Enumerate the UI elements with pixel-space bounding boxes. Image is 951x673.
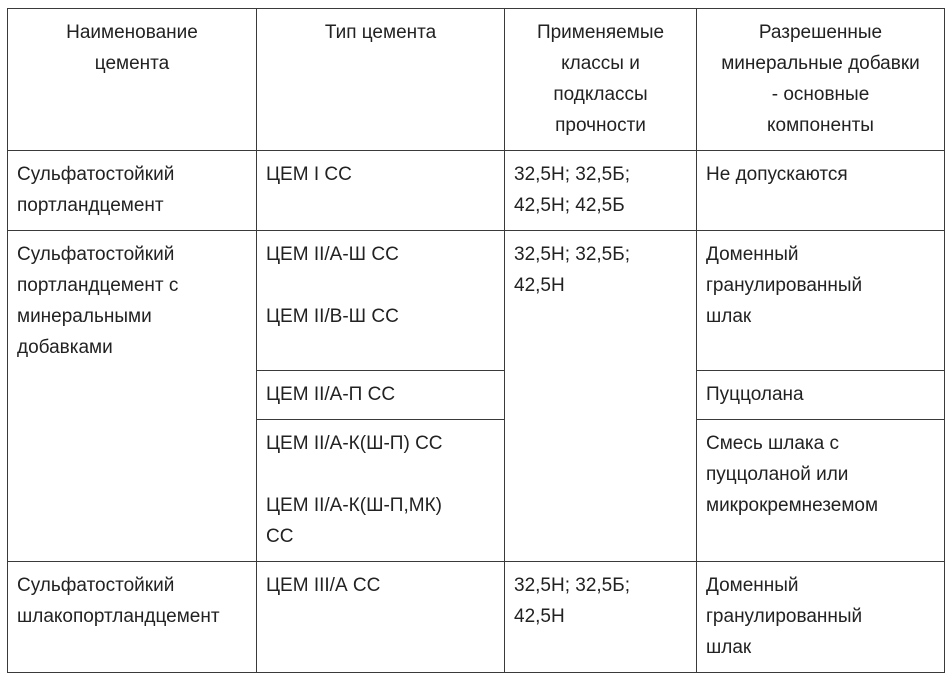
cell-text: Доменный <box>706 244 799 265</box>
cell-text: ЦЕМ II/А-К(Ш-П,МК) <box>266 495 442 516</box>
cell-text: минеральными <box>17 306 152 327</box>
header-strength-classes <box>505 9 697 151</box>
header-text: Применяемые <box>536 22 665 43</box>
cell-text: Сульфатостойкий <box>17 244 175 265</box>
cement-type-cell <box>257 231 505 371</box>
cell-text: шлакопортландцемент <box>17 606 220 627</box>
additives-cell <box>697 420 945 562</box>
cement-table <box>7 8 945 673</box>
cell-text: ЦЕМ I СС <box>266 164 352 185</box>
cell-text: Пуццолана <box>706 384 804 405</box>
cell-text: ЦЕМ II/А-Ш СС <box>266 244 399 265</box>
cell-text: ЦЕМ II/В-Ш СС <box>266 306 399 327</box>
cell-text: гранулированный <box>706 606 863 627</box>
cement-type-cell <box>257 562 505 673</box>
cell-text: Сульфатостойкий <box>17 164 175 185</box>
header-text: Тип цемента <box>324 22 437 43</box>
cell-text: добавками <box>17 337 113 358</box>
header-text: Разрешенные <box>758 22 883 43</box>
cement-name-cell <box>8 562 257 673</box>
header-text: минеральные добавки <box>721 53 920 74</box>
cell-text: СС <box>266 526 294 547</box>
additives-cell <box>697 371 945 420</box>
cell-text: портландцемент <box>17 195 164 216</box>
header-text: прочности <box>555 115 646 136</box>
cell-text: Сульфатостойкий <box>17 575 175 596</box>
cell-text: Доменный <box>706 575 799 596</box>
table-row <box>8 151 945 231</box>
cell-text: ЦЕМ III/А СС <box>266 575 381 596</box>
header-text: Наименование <box>66 22 198 43</box>
header-text: компоненты <box>767 115 874 136</box>
additives-cell <box>697 231 945 371</box>
cell-text: пуццоланой или <box>706 464 849 485</box>
strength-classes-cell <box>505 562 697 673</box>
header-cement-type <box>257 9 505 151</box>
cell-text: ЦЕМ II/А-П СС <box>266 384 396 405</box>
cement-name-cell <box>8 151 257 231</box>
cell-text: 32,5Н; 32,5Б; <box>514 164 630 185</box>
cell-text: гранулированный <box>706 275 863 296</box>
additives-cell <box>697 151 945 231</box>
cell-text: 32,5Н; 32,5Б; <box>514 244 630 265</box>
cement-type-cell <box>257 151 505 231</box>
cement-type-cell <box>257 420 505 562</box>
spacer <box>266 270 495 301</box>
header-text: классы и <box>561 53 640 74</box>
cell-text: 42,5Н <box>514 606 565 627</box>
cement-type-cell <box>257 371 505 420</box>
cell-text: Смесь шлака с <box>706 433 839 454</box>
cement-name-cell <box>8 231 257 562</box>
cell-text: 42,5Н <box>514 275 565 296</box>
table-header-row <box>8 9 945 151</box>
cell-text: Не допускаются <box>706 164 848 185</box>
spacer <box>266 459 495 490</box>
cell-text: шлак <box>706 306 752 327</box>
header-cement-name <box>8 9 257 151</box>
additives-cell <box>697 562 945 673</box>
header-text: цемента <box>94 53 170 74</box>
cell-text: шлак <box>706 637 752 658</box>
header-text: подклассы <box>553 84 648 105</box>
strength-classes-cell <box>505 231 697 562</box>
table-row <box>8 231 945 371</box>
cell-text: микрокремнеземом <box>706 495 879 516</box>
header-text: - основные <box>771 84 870 105</box>
cell-text: портландцемент с <box>17 275 179 296</box>
table-row <box>8 562 945 673</box>
cell-text: 32,5Н; 32,5Б; <box>514 575 630 596</box>
cell-text: 42,5Н; 42,5Б <box>514 195 625 216</box>
header-mineral-additives <box>697 9 945 151</box>
strength-classes-cell <box>505 151 697 231</box>
cell-text: ЦЕМ II/А-К(Ш-П) СС <box>266 433 443 454</box>
